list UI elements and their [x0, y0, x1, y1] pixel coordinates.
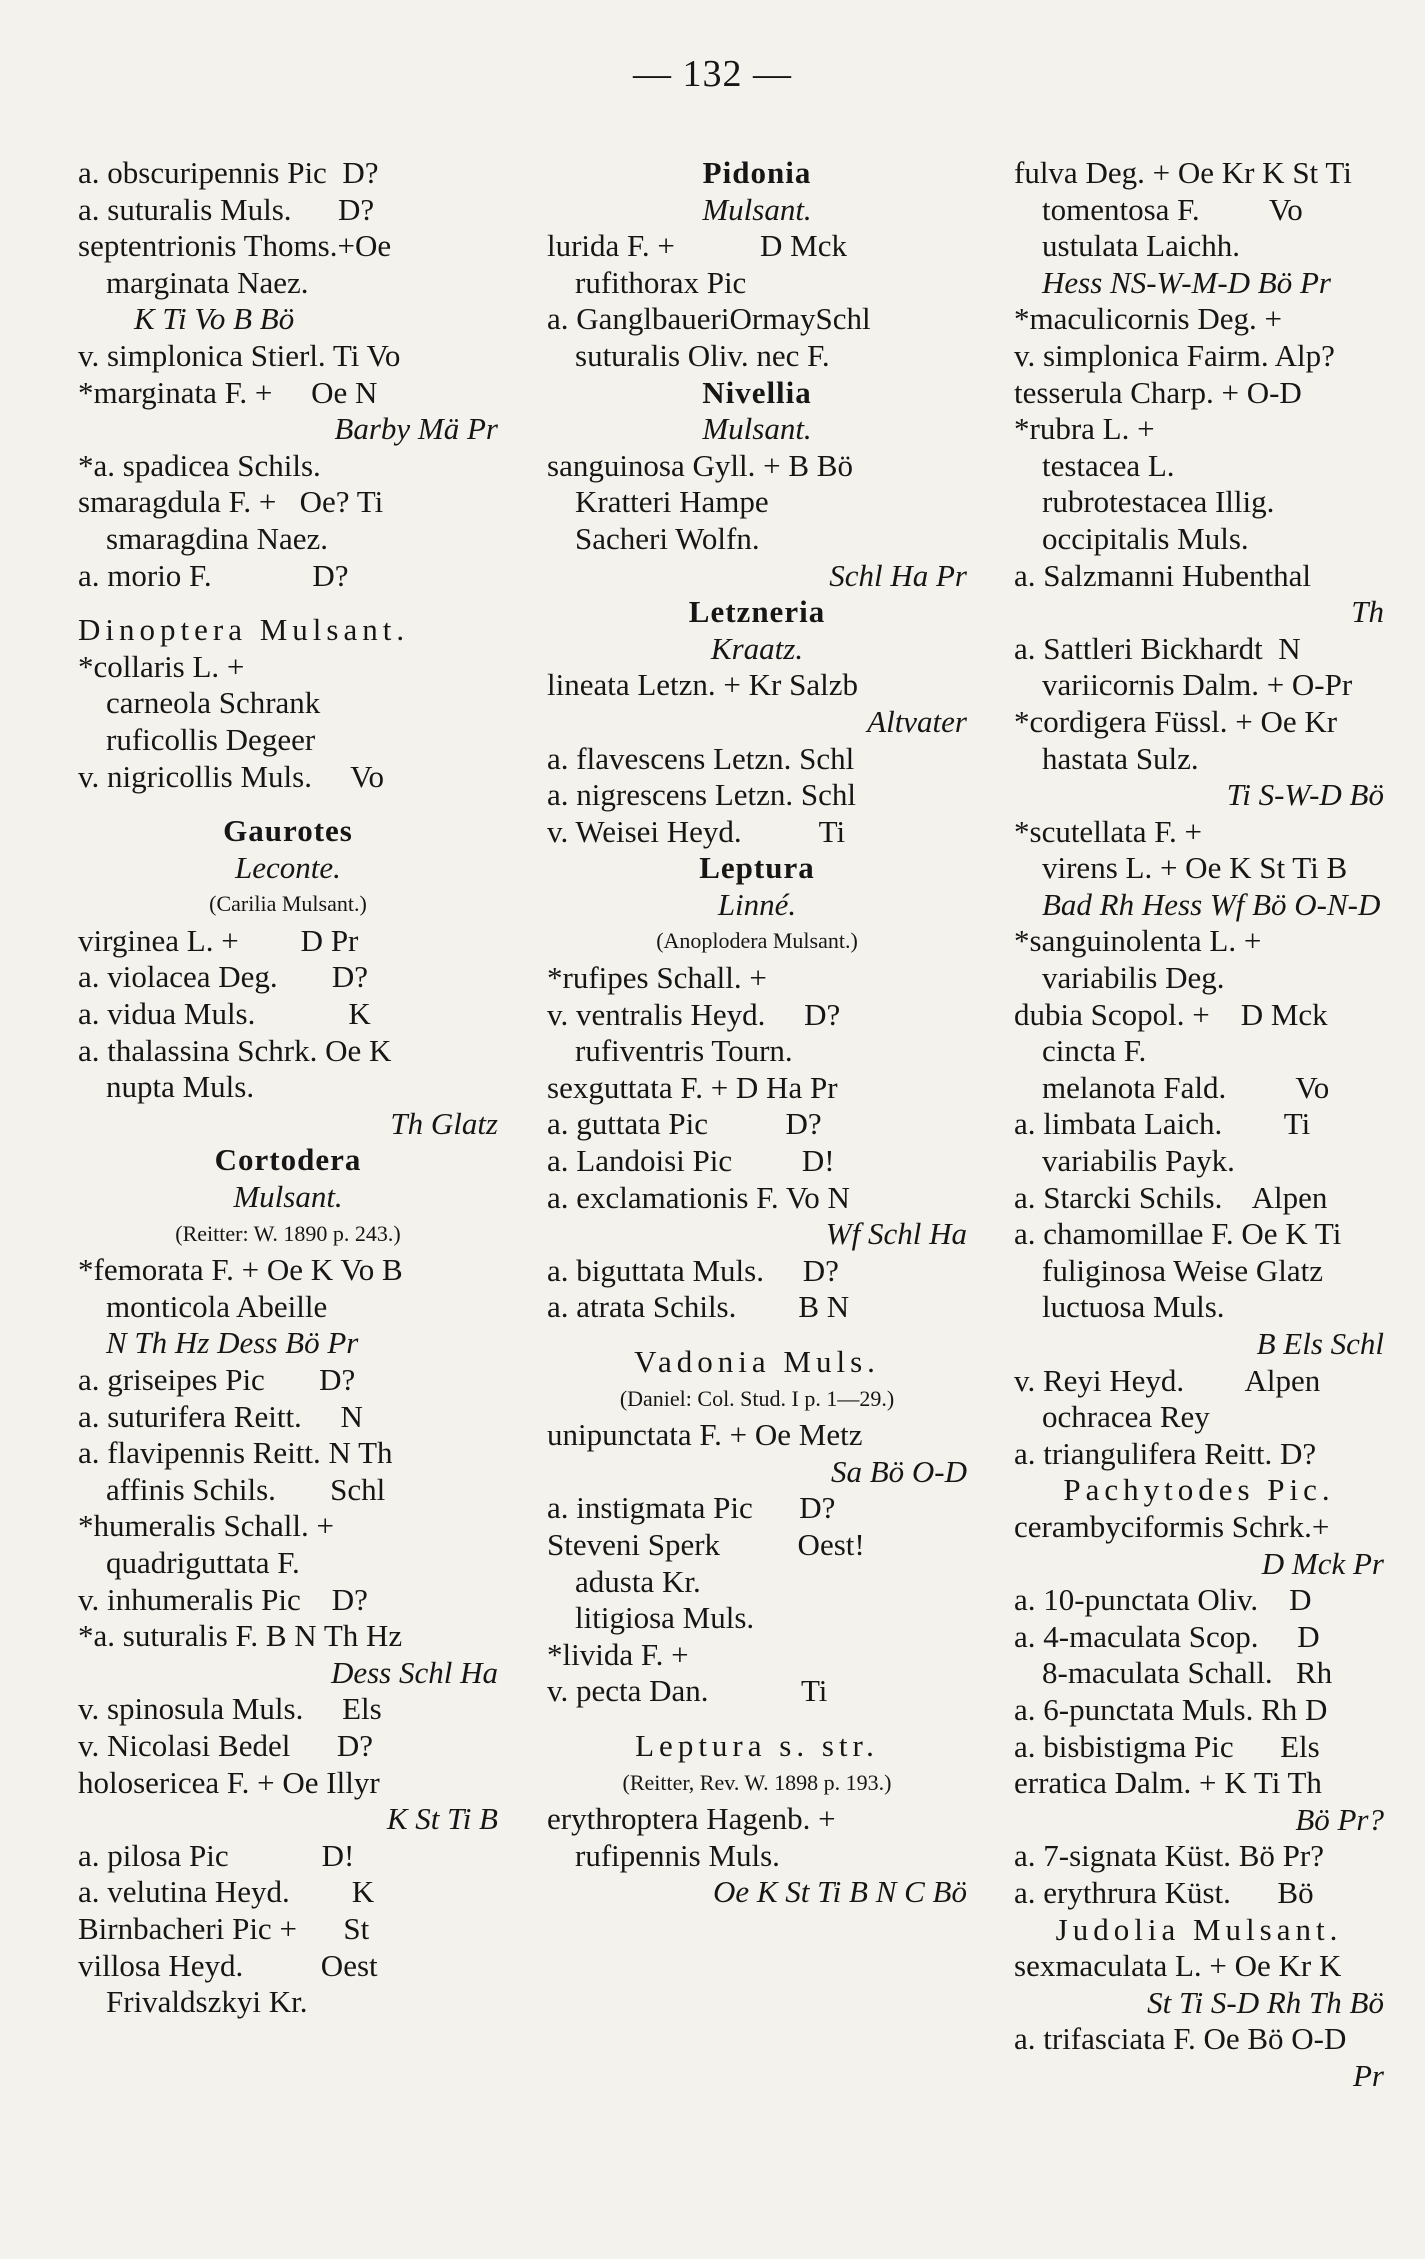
- entry-line: cincta F.: [1042, 1033, 1147, 1069]
- entry-line: ustulata Laichh.: [1042, 228, 1240, 264]
- entry-line: a. suturifera Reitt. N: [78, 1398, 363, 1434]
- entry-line: v. Reyi Heyd. Alpen: [1014, 1362, 1321, 1398]
- entry-line: *livida F. +: [547, 1636, 689, 1672]
- genus-heading: Leptura s. str.: [635, 1727, 879, 1763]
- spacer: [547, 1326, 967, 1344]
- entry-line: Dess Schl Ha: [330, 1654, 498, 1690]
- genus-heading: Pachytodes Pic.: [1063, 1472, 1335, 1508]
- entry-line: a. erythrura Küst. Bö: [1014, 1874, 1314, 1910]
- entry-line: *scutellata F. +: [1014, 813, 1203, 849]
- entry-line: smaragdula F. + Oe? Ti: [78, 484, 384, 520]
- entry-line: sanguinosa Gyll. + B Bö: [547, 447, 853, 483]
- genus-heading: Vadonia Muls.: [634, 1344, 880, 1379]
- entry-line: affinis Schils. Schl: [106, 1471, 386, 1507]
- entry-line: a. suturalis Muls. D?: [78, 191, 375, 227]
- entry-line: Pr: [1353, 2057, 1384, 2093]
- entry-line: *sanguinolenta L. +: [1014, 923, 1262, 959]
- entry-line: variabilis Payk.: [1042, 1143, 1235, 1179]
- entry-line: cerambyciformis Schrk.+: [1014, 1508, 1330, 1544]
- entry-line: tomentosa F. Vo: [1042, 191, 1303, 227]
- entry-line: Wf Schl Ha: [825, 1216, 967, 1252]
- entry-line: melanota Fald. Vo: [1042, 1069, 1330, 1105]
- entry-line: K St Ti B: [386, 1801, 498, 1837]
- column-right: [1014, 155, 1384, 2094]
- entry-line: rubrotestacea Illig.: [1042, 484, 1275, 520]
- entry-line: a. trifasciata F. Oe Bö O-D: [1014, 2021, 1347, 2057]
- entry-line: a. exclamationis F. Vo N: [547, 1179, 850, 1215]
- entry-line: a. morio F. D?: [78, 557, 349, 593]
- entry-line: 8-maculata Schall. Rh: [1042, 1655, 1333, 1691]
- entry-line: quadriguttata F.: [106, 1544, 300, 1580]
- entry-line: suturalis Oliv. nec F.: [575, 337, 830, 373]
- entry-line: *rubra L. +: [1014, 411, 1155, 447]
- entry-line: v. ventralis Heyd. D?: [547, 996, 841, 1032]
- entry-line: a. guttata Pic D?: [547, 1106, 822, 1142]
- genus-heading: Letzneria: [688, 594, 826, 630]
- entry-line: testacea L.: [1042, 447, 1175, 483]
- entry-line: Altvater: [867, 703, 967, 739]
- entry-line: hastata Sulz.: [1042, 740, 1199, 776]
- entry-line: v. Weisei Heyd. Ti: [547, 813, 846, 849]
- genus-heading: Judolia Mulsant.: [1055, 1911, 1343, 1947]
- entry-line: Kratteri Hampe: [575, 484, 769, 520]
- column-left: [78, 155, 498, 2021]
- entry-line: a. Starcki Schils. Alpen: [1014, 1179, 1328, 1215]
- entry-line: unipunctata F. + Oe Metz: [547, 1417, 863, 1453]
- entry-line: a. nigrescens Letzn. Schl: [547, 777, 857, 813]
- entry-line: Th Glatz: [390, 1105, 498, 1141]
- entry-line: *collaris L. +: [78, 648, 245, 684]
- entry-line: litigiosa Muls.: [575, 1600, 755, 1636]
- entry-line: sexmaculata L. + Oe Kr K: [1014, 1948, 1342, 1984]
- entry-line: Mulsant.: [702, 411, 812, 447]
- entry-line: a. thalassina Schrk. Oe K: [78, 1032, 392, 1068]
- entry-line: Kraatz.: [710, 630, 804, 666]
- entry-line: *maculicornis Deg. +: [1014, 301, 1282, 337]
- entry-line: Hess NS-W-M-D Bö Pr: [1042, 264, 1331, 300]
- entry-line: D Mck Pr: [1261, 1545, 1384, 1581]
- entry-line: adusta Kr.: [575, 1563, 701, 1599]
- entry-line: a. bisbistigma Pic Els: [1014, 1728, 1320, 1764]
- entry-line: Barby Mä Pr: [334, 411, 498, 447]
- entry-line: a. 10-punctata Oliv. D: [1014, 1582, 1312, 1618]
- entry-line: marginata Naez.: [106, 264, 309, 300]
- entry-line: a. vidua Muls. K: [78, 996, 371, 1032]
- entry-line: a. 7-signata Küst. Bö Pr?: [1014, 1838, 1324, 1874]
- entry-line: a. biguttata Muls. D?: [547, 1252, 839, 1288]
- entry-line: lurida F. + D Mck: [547, 228, 848, 264]
- entry-line: a. obscuripennis Pic D?: [78, 155, 379, 190]
- entry-line: a. griseipes Pic D?: [78, 1362, 356, 1397]
- entry-line: carneola Schrank: [106, 685, 321, 721]
- entry-line: a. flavescens Letzn. Schl: [547, 740, 855, 776]
- entry-line: a. chamomillae F. Oe K Ti: [1014, 1216, 1342, 1252]
- entry-line: Ti S-W-D Bö: [1226, 777, 1384, 813]
- entry-line: Steveni Sperk Oest!: [547, 1526, 865, 1562]
- entry-line: *humeralis Schall. +: [78, 1508, 334, 1544]
- entry-line: virens L. + Oe K St Ti B: [1042, 850, 1348, 886]
- entry-line: nupta Muls.: [106, 1069, 255, 1105]
- entry-line: a. Salzmanni Hubenthal: [1014, 557, 1311, 593]
- entry-line: Oe K St Ti B N C Bö: [712, 1874, 967, 1910]
- entry-line: variabilis Deg.: [1042, 960, 1225, 996]
- entry-line: Leconte.: [235, 849, 341, 885]
- entry-line: B Els Schl: [1256, 1326, 1384, 1361]
- entry-line: K Ti Vo B Bö: [134, 301, 295, 337]
- entry-line: a. limbata Laich. Ti: [1014, 1106, 1311, 1142]
- entry-line: villosa Heyd. Oest: [78, 1947, 378, 1983]
- entry-line: a. 4-maculata Scop. D: [1014, 1618, 1320, 1654]
- entry-line: fuliginosa Weise Glatz: [1042, 1252, 1324, 1288]
- entry-line: sexguttata F. + D Ha Pr: [547, 1069, 838, 1105]
- entry-line: v. nigricollis Muls. Vo: [78, 758, 385, 794]
- entry-line: Bö Pr?: [1295, 1801, 1384, 1837]
- spacer: [78, 795, 498, 813]
- entry-line: (Carilia Mulsant.): [209, 891, 367, 917]
- entry-line: a. violacea Deg. D?: [78, 959, 369, 995]
- genus-heading: Cortodera: [214, 1142, 362, 1178]
- column-middle: [547, 155, 967, 1911]
- entry-line: tesserula Charp. + O-D: [1014, 374, 1302, 410]
- entry-line: *rufipes Schall. +: [547, 960, 767, 996]
- entry-line: v. simplonica Fairm. Alp?: [1014, 337, 1335, 373]
- spacer: [78, 594, 498, 612]
- entry-line: St Ti S-D Rh Th Bö: [1147, 1984, 1384, 2020]
- entry-line: a. triangulifera Reitt. D?: [1014, 1435, 1317, 1471]
- entry-line: Mulsant.: [233, 1179, 343, 1215]
- entry-line: (Daniel: Col. Stud. I p. 1—29.): [619, 1385, 895, 1411]
- entry-line: *a. spadicea Schils.: [78, 447, 321, 483]
- entry-line: fulva Deg. + Oe Kr K St Ti: [1014, 155, 1352, 190]
- entry-line: holosericea F. + Oe Illyr: [78, 1764, 380, 1800]
- entry-line: a. GanglbaueriOrmaySchl: [547, 301, 871, 337]
- entry-line: monticola Abeille: [106, 1288, 328, 1324]
- entry-line: v. simplonica Stierl. Ti Vo: [78, 337, 401, 373]
- genus-heading: Pidonia: [702, 155, 812, 190]
- page-number: — 132 —: [633, 53, 792, 95]
- entry-line: ruficollis Degeer: [106, 721, 316, 757]
- spacer: [547, 1710, 967, 1728]
- entry-line: dubia Scopol. + D Mck: [1014, 996, 1328, 1032]
- entry-line: v. spinosula Muls. Els: [78, 1691, 382, 1727]
- entry-line: N Th Hz Dess Bö Pr: [106, 1325, 359, 1361]
- entry-line: (Reitter, Rev. W. 1898 p. 193.): [622, 1769, 892, 1795]
- entry-line: (Anoplodera Mulsant.): [656, 928, 858, 954]
- entry-line: variicornis Dalm. + O-Pr: [1042, 667, 1353, 703]
- entry-line: Linné.: [717, 886, 797, 922]
- entry-line: a. flavipennis Reitt. N Th: [78, 1435, 393, 1471]
- entry-line: v. pecta Dan. Ti: [547, 1673, 828, 1709]
- entry-line: occipitalis Muls.: [1042, 520, 1249, 556]
- entry-line: septentrionis Thoms.+Oe: [78, 228, 392, 264]
- entry-line: virginea L. + D Pr: [78, 922, 359, 958]
- entry-line: rufithorax Pic: [575, 264, 747, 300]
- entry-line: rufiventris Tourn.: [575, 1033, 793, 1069]
- genus-heading: Leptura: [699, 850, 815, 886]
- entry-line: *femorata F. + Oe K Vo B: [78, 1252, 403, 1288]
- entry-line: rufipennis Muls.: [575, 1837, 780, 1873]
- entry-line: a. velutina Heyd. K: [78, 1874, 375, 1910]
- entry-line: a. instigmata Pic D?: [547, 1490, 836, 1526]
- entry-line: smaragdina Naez.: [106, 520, 329, 556]
- entry-line: a. 6-punctata Muls. Rh D: [1014, 1691, 1328, 1727]
- entry-line: Frivaldszkyi Kr.: [106, 1984, 308, 2020]
- entry-line: lineata Letzn. + Kr Salzb: [547, 667, 858, 703]
- entry-line: Birnbacheri Pic + St: [78, 1910, 370, 1946]
- genus-heading: Gaurotes: [223, 813, 353, 849]
- entry-line: Bad Rh Hess Wf Bö O-N-D: [1042, 886, 1381, 922]
- entry-line: luctuosa Muls.: [1042, 1289, 1225, 1325]
- entry-line: v. Nicolasi Bedel D?: [78, 1727, 373, 1763]
- genus-heading: Dinoptera Mulsant.: [78, 612, 410, 648]
- entry-line: a. atrata Schils. B N: [547, 1289, 850, 1325]
- entry-line: a. Sattleri Bickhardt N: [1014, 630, 1301, 666]
- entry-line: ochracea Rey: [1042, 1399, 1210, 1435]
- entry-line: erratica Dalm. + K Ti Th: [1014, 1765, 1322, 1801]
- entry-line: a. Landoisi Pic D!: [547, 1143, 835, 1179]
- entry-line: *marginata F. + Oe N: [78, 374, 378, 410]
- entry-line: Sa Bö O-D: [830, 1453, 967, 1489]
- entry-line: Th: [1351, 594, 1384, 630]
- entry-line: *a. suturalis F. B N Th Hz: [78, 1618, 403, 1654]
- entry-line: *cordigera Füssl. + Oe Kr: [1014, 703, 1338, 739]
- entry-line: Sacheri Wolfn.: [575, 520, 760, 556]
- genus-heading: Nivellia: [702, 374, 812, 410]
- entry-line: Schl Ha Pr: [829, 557, 967, 593]
- entry-line: Mulsant.: [702, 191, 812, 227]
- entry-line: (Reitter: W. 1890 p. 243.): [175, 1220, 401, 1246]
- entry-line: erythroptera Hagenb. +: [547, 1801, 836, 1837]
- entry-line: v. inhumeralis Pic D?: [78, 1581, 368, 1617]
- entry-line: a. pilosa Pic D!: [78, 1837, 355, 1873]
